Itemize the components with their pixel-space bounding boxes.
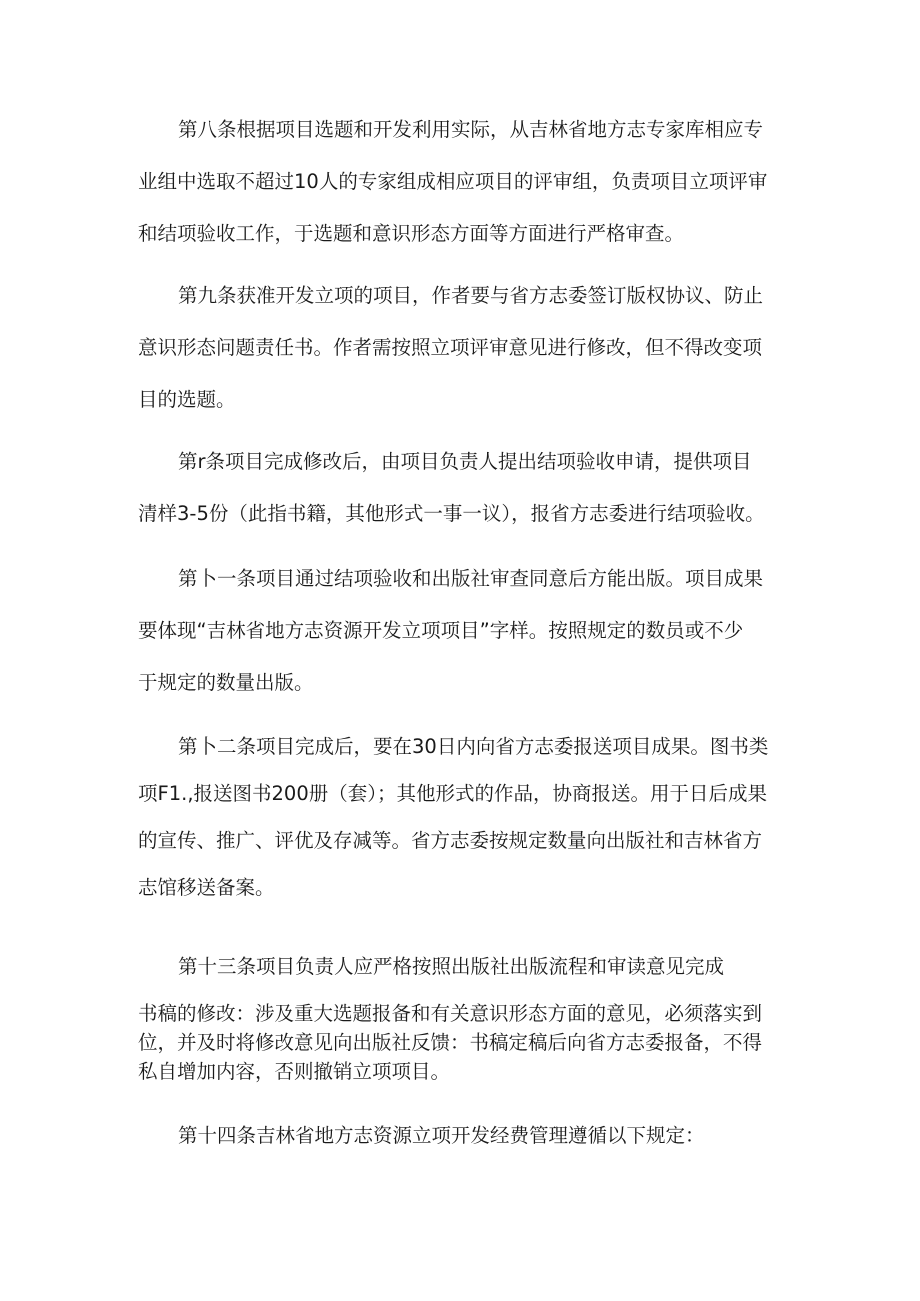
article-line: 第卜二条项目完成后，要在30日内向省方志委报送项目成果。图书类 — [178, 735, 769, 758]
article-8 — [138, 104, 784, 260]
article-line: 志馆移送备案。 — [138, 876, 275, 899]
article-line: 目的选题。 — [138, 388, 236, 411]
article-13 — [138, 943, 784, 990]
article-line: 第九条获准开发立项的项目，作者要与省方志委签订版权协议、防止 — [178, 284, 764, 307]
article-line: 业组中选取不超过10人的专家组成相应项目的评审组，负责项目立项评审 — [138, 170, 768, 193]
article-line: 第十四条吉林省地方志资源立项开发经费管理遵循以下规定： — [178, 1124, 705, 1147]
article-line: 清样3-5份（此指书籍，其他形式一事一议），报省方志委进行结项验收。 — [138, 502, 765, 525]
article-line: 位，并及时将修改意见向出版社反馈：书稿定稿后向省方志委报备，不得 — [138, 1031, 763, 1054]
article-line: 项F1.,报送图书200册（套）；其他形式的作品，协商报送。用于日后成果 — [138, 782, 767, 805]
article-line: 要体现“吉林省地方志资源开发立项项目”字样。按照规定的数员或不少 — [138, 619, 744, 642]
article-line: 私自增加内容，否则撤销立项项目。 — [138, 1060, 451, 1083]
article-line: 和结项验收工作，于选题和意识形态方面等方面进行严格审查。 — [138, 222, 685, 245]
article-12 — [138, 723, 784, 911]
article-10 — [138, 436, 784, 540]
article-line: 第r条项目完成修改后，由项目负责人提出结项验收申请，提供项目 — [178, 450, 752, 473]
article-line: 书稿的修改：涉及重大选题报备和有关意识形态方面的意见，必须落实到 — [138, 1002, 763, 1025]
article-11 — [138, 553, 784, 709]
article-9 — [138, 270, 784, 426]
article-13-continued — [138, 999, 784, 1086]
article-line: 第十三条项目负责人应严格按照出版社出版流程和审读意见完成 — [178, 955, 725, 978]
article-line: 意识形态问题责任书。作者需按照立项评审意见进行修改，但不得改变项 — [138, 336, 763, 359]
article-14 — [138, 1112, 784, 1159]
article-line: 于规定的数量出版。 — [138, 671, 314, 694]
article-line: 的宣传、推广、评优及存减等。省方志委按规定数量向出版社和吉林省方 — [138, 829, 763, 852]
article-line: 第八条根据项目选题和开发利用实际，从吉林省地方志专家库相应专 — [178, 118, 764, 141]
article-line: 第卜一条项目通过结项验收和出版社审查同意后方能出版。项目成果 — [178, 567, 764, 590]
